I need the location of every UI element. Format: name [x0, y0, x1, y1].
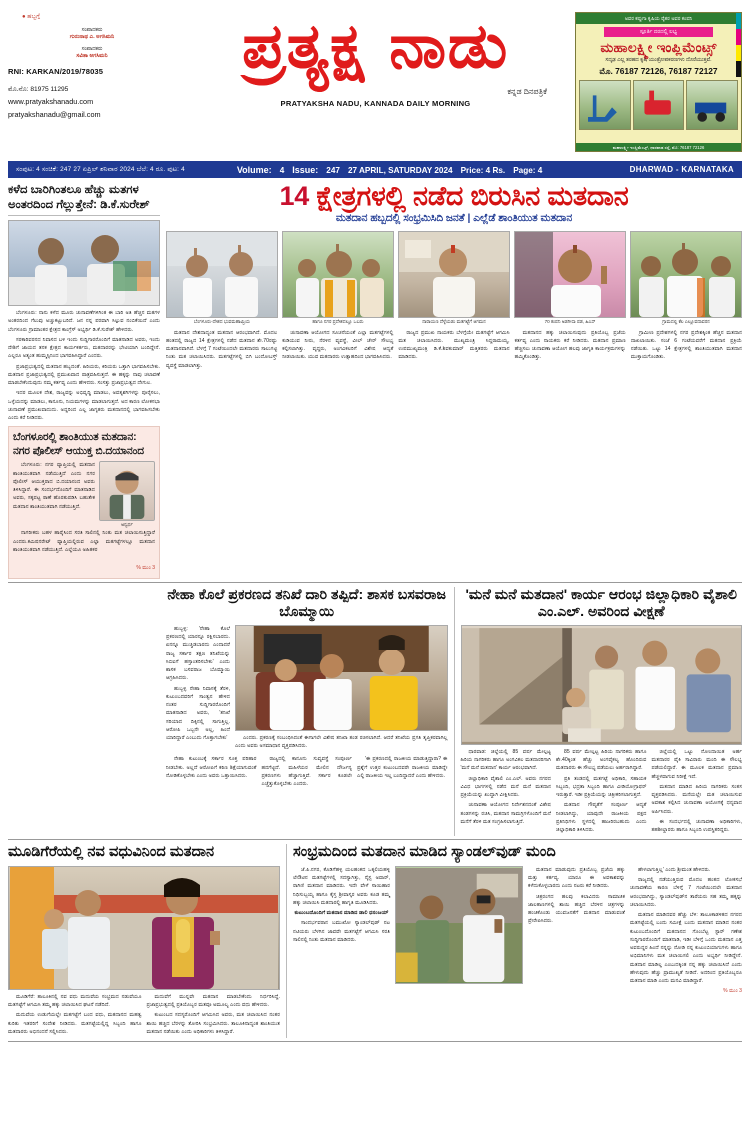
left-police-story — [8, 426, 160, 579]
mid-right-col-1 — [461, 748, 552, 837]
main-body-para-4: ಮತದಾನದ ಹಕ್ಕು ಚಲಾಯಿಸುವುದು ಪ್ರತಿಯೊಬ್ಬ ಪ್ರಜೆಯ ಕರ್ತವ್ಯ ಎಂದು ನಾಯಕರು ಕರೆ ನೀಡಿದರು. ಮತದಾನ ಪ್ರಮಾಣ ಹೆಚ್ಚಿಸಲು ಚುನಾವಣಾ ಆಯೋಗ ಹಲವು ಜಾಗೃತಿ ಕಾರ್ಯಕ್ರಮಗಳನ್ನು ಹಮ್ಮಿಕೊಂಡಿತ್ತು. — [514, 329, 626, 361]
issue-page-count: Page: 4 — [513, 165, 543, 175]
main-photo-cell-5 — [630, 231, 742, 326]
left-police-para-1: ಬೆಂಗಳೂರು: ನಗರ ವ್ಯಾಪ್ತಿಯಲ್ಲಿ ಮತದಾನ ಶಾಂತಿಯುತವಾಗಿ ನಡೆಯುತ್ತಿದೆ ಎಂದು ನಗರ ಪೊಲೀಸ್ ಆಯುಕ್ತರಾದ ಬಿ.ದಯಾನಂದ ಅವರು ತಿಳಿಸಿದ್ದಾರೆ. ಈ ಸಂದರ್ಭದೊಂದಿಗೆ ಮಾತನಾಡಿದ ಅವರು, ಸಕ್ಕಪಟ್ಟ ಠಾಣೆ ಹೊರತುಪಡಿಸಿ ಬಹುತೇಕ ಮತದಾನ ಶಾಂತಿಯುತವಾಗಿ ನಡೆಯುತ್ತಿದೆ. — [13, 462, 95, 510]
mid-left-story — [166, 587, 448, 836]
bottom-right-col-1 — [293, 866, 390, 996]
bottom-left-para-2a: ಮದುವೆಗೆ ಮುನ್ನವೇ ಮತದಾನ ಮಾಡಬೇಕೆಂದು ನಿರ್ಧರಿಸಿದ್ದೆ. ಪ್ರಜಾಪ್ರಭುತ್ವದಲ್ಲಿ ಪ್ರತಿಯೊಬ್ಬರ ಮತವೂ ಅಮೂಲ್ಯ ಎಂದು ವಧು ಹೇಳಿದರು. — [146, 993, 280, 1008]
main-photo-caption-4: 70 ಕಂಪನಿ ಅಡಗೀಸಾ ಪಡ, ಹಿಎಸ್ — [544, 318, 596, 324]
mid-left-para-3: ಎಂದರು. ಪ್ರಕರಣಕ್ಕೆ ಸಂಬಂಧಿಸಿದಂತೆ ಈಗಾಗಲೇ ವಿಶೇಷ ತನಿಖಾ ತಂಡ ರಚಿಸಲಾಗಿದೆ. ಆದರೆ ತನಿಖೆಯ ಪ್ರಗತಿ ತೃಪ್ತಿಕರವಾಗಿಲ್ಲ ಎಂದು ಅವರು ಅಸಮಾಧಾನ ವ್ಯಕ್ತಪಡಿಸಿದರು. — [235, 734, 448, 749]
main-photo-1 — [166, 231, 278, 318]
left-police-endmark: % ಮುಂ 3 — [136, 565, 155, 572]
main-subheadline: ಮತದಾನ ಹಬ್ಬದಲ್ಲಿ ಸಂಭ್ರಮಿಸಿದಿ ಜನತೆ | ಎಲ್ಲೆಡೆ ಶಾಂತಿಯುತ ಮತದಾನ — [335, 213, 573, 225]
left-police-para-2: ನಾಗರೀಕರು ಬಹಳ ಹಾರೈಸಿಂದ ಸರತಿ ಸಾಲಿನಲ್ಲಿ ನಿಂತು ಮತ ಚಲಾಯಿಸುತ್ತಿದ್ದಾರೆ ಎಂದರು.ಕಮಿಷನರೇಟ್ ವ್ಯಾಪ್ತಿಯಲ್ಲಿರುವ ಎಲ್ಲಾ ಮತಗಟ್ಟೆಗಳಲ್ಲೂ ಮತದಾನ ಶಾಂತಿಯುತವಾಗಿ ನಡೆಯುತ್ತಿದೆ. ಎಲ್ಲೆಯೂ ಅಹಿತಕರ — [13, 530, 155, 553]
main-body-para-5: ಗ್ರಾಮೀಣ ಪ್ರದೇಶಗಳಲ್ಲಿ ನಗರ ಪ್ರದೇಶಕ್ಕಿಂತ ಹೆಚ್ಚಿನ ಮತದಾನ ದಾಖಲಾಯಿತು. ಸಂಜೆ 6 ಗಂಟೆಯವರೆಗೆ ಮತದಾನ ಪ್ರಕ್ರಿಯೆ ನಡೆಯಿತು. ಒಟ್ಟು 14 ಕ್ಷೇತ್ರಗಳಲ್ಲಿ ಶಾಂತಿಯುತವಾಗಿ ಮತದಾನ ಮುಕ್ತಾಯಗೊಂಡಿತು. — [630, 329, 743, 361]
mid-right-para-3b: ಮತದಾನ ಮಾಡಿದ ಹಿರಿಯ ನಾಗರಿಕರು ಸಂತಸ ವ್ಯಕ್ತಪಡಿಸಿದರು. ಮನೆಯಲ್ಲೇ ಮತ ಚಲಾಯಿಸುವ ಅವಕಾಶ ಕಲ್ಪಿಸಿದ ಚುನಾವಣಾ ಆಯೋಗಕ್ಕೆ ಧನ್ಯವಾದ ಅರ್ಪಿಸಿದರು. — [651, 783, 742, 815]
mid-right-para-1a: ಧಾರವಾಡ: ಜಿಲ್ಲೆಯಲ್ಲಿ 85 ವರ್ಷ ಮೇಲ್ಪಟ್ಟ ಹಿರಿಯ ನಾಗರಿಕರು ಹಾಗೂ ಅಂಗವಿಕಲ ಮತದಾರರಿಗಾಗಿ 'ಮನೆ ಮನೆ ಮತದಾನ' ಕಾರ್ಯ ಆರಂಭವಾಗಿದೆ. — [460, 748, 551, 772]
mid-right-para-2c: ಮತದಾನ ಗೌಪ್ಯತೆಗೆ ಸಂಪೂರ್ಣ ಆದ್ಯತೆ ನೀಡಲಾಗಿದ್ದು, ಯಾವುದೇ ರಾಜಕೀಯ ಪಕ್ಷದ ಪ್ರತಿನಿಧಿಗಳು ಸ್ಥಳದಲ್ಲಿ ಹಾಜರಿರಬಹುದು ಎಂದು ಜಿಲ್ಲಾಧಿಕಾರಿ ತಿಳಿಸಿದರು. — [556, 802, 647, 833]
volume-value: 4 — [279, 165, 285, 175]
issue-value: 247 — [326, 165, 340, 175]
left-lead-para-3: ಪ್ರಜಾಪ್ರಭುತ್ವದಲ್ಲಿ ಮತದಾನ ಹಬ್ಬದಂತೆ. ಹಿರಿಯರು, ಕಿರಿಯರು ಒತ್ತಾಗಿ ಭಾಗವಹಿಸಬೇಕು. ಮತದಾನ ಪ್ರಜಾಪ್ರಭುತ್ವದಲ್ಲಿ ಪ್ರಮುಖವಾದ ಪಾತ್ರವಹಿಸುತ್ತದೆ. ಈ ಹಕ್ಕನ್ನು ನಾವು ಚಲಾವಣೆ ಮಾಡಬೇಕೆಂದುವುದು ನಮ್ಮ ಕರ್ತವ್ಯ ಎಂದು ಹೇಳಿದರು. ಸಂಸತ್ತು ಪ್ರಜಾಪ್ರಭುತ್ವದ ದೇಗುಲ. — [8, 363, 160, 387]
editor-role-2: ಸಂಪಾದಕರು — [81, 45, 103, 52]
mid-right-para-2a: 85 ವರ್ಷ ಮೇಲ್ಪಟ್ಟ ಹಿರಿಯ ನಾಗರಿಕರು ಹಾಗೂ ಶೇ.40ಕ್ಕಿಂತ ಹೆಚ್ಚು ಅಂಗವೈಕಲ್ಯ ಹೊಂದಿರುವ ಮತದಾರರು ಈ ಸೌಲಭ್ಯ ಪಡೆಯಲು ಅರ್ಹರಾಗಿದ್ದಾರೆ. — [556, 748, 647, 772]
bottom-left-para-1b: ಮದುವೆಯ ಉಡುಗೆಯಲ್ಲೇ ಮತಗಟ್ಟೆಗೆ ಬಂದ ವಧು, ಮತದಾನದ ಮಹತ್ವ ಕುರಿತು ಇತರರಿಗೆ ಸಂದೇಶ ನೀಡಿದರು. ಮತಗಟ್ಟೆಯಲ್ಲಿದ್ದ ಸಿಬ್ಬಂದಿ ಹಾಗೂ ಮತದಾರರು ಅಭಿನಂದನೆ ಸಲ್ಲಿಸಿದರು. — [8, 1012, 142, 1035]
bottom-right-photo — [395, 866, 523, 984]
issue-date: 27 APRIL, SATURDAY 2024 — [347, 165, 453, 175]
editor-name-2: ಸವಿತಾ ಅಗಸಿಮನಿ — [76, 52, 108, 59]
bottom-left-story — [8, 844, 280, 1038]
divider-mid-vertical — [454, 587, 455, 836]
contact-phone: ಮೊ.ನೊ: 81975 11295 — [8, 86, 69, 94]
left-lead-body — [8, 309, 160, 422]
main-column — [166, 182, 742, 579]
contact-website[interactable]: www.pratyakshanadu.com — [8, 96, 94, 106]
issue-label: Issue: — [292, 164, 319, 175]
newspaper-logo: ಪ್ರತ್ಯಕ್ಷ ನಾಡು — [242, 9, 509, 82]
print-color-bar — [736, 13, 741, 108]
issue-info-bar — [8, 161, 742, 178]
volume-label: Volume: — [236, 164, 272, 175]
mid-right-columns — [461, 748, 743, 837]
main-photo-2 — [282, 231, 394, 318]
main-photo-cell-2 — [282, 231, 394, 326]
mid-left-body-b — [235, 734, 448, 751]
masthead-bullet-text: ಹಬ್ಬಗ್ಗೆ — [27, 14, 41, 20]
main-photo-caption-1: ಬೆಂಗಳೂರು-ದೇಶದ ಭುವಮಹಾಮ್ರಿಯ — [193, 318, 251, 324]
left-column — [8, 182, 160, 579]
bottom-left-para-1a: ಮೂಡಿಗೆರೆ: ತಾಲೂಕಿನಲ್ಲಿ ನವ ವಧು ಮದುವೆಯ ಸಂಭ್ರಮದ ನಡುವೆಯೂ ಮತಗಟ್ಟೆಗೆ ಆಗಮಿಸಿ ತಮ್ಮ ಹಕ್ಕು ಚಲಾಯಿಸಿದ ಘಟನೆ ನಡೆದಿದೆ. — [8, 993, 142, 1008]
bottom-right-col-2 — [528, 866, 625, 996]
bottom-left-col-1 — [8, 993, 142, 1038]
bullet-dot: ● — [22, 14, 26, 20]
mid-right-col-3 — [652, 748, 743, 837]
main-photo-caption-3: ನಾರಾಯಣ ದೆಳ್ಳೆಯಡು ಮತಗಟ್ಟೆಗೆ ಆಗಮನ — [422, 318, 486, 324]
divider-page-bottom — [8, 1041, 742, 1042]
left-police-body-a — [13, 461, 95, 511]
main-body-para-2: ಚುನಾವಣಾ ಆಯೋಗದ ಸೂಚನೆಯಂತೆ ಎಲ್ಲಾ ಮತಗಟ್ಟೆಗಳಲ್ಲಿ ಕುಡಿಯುವ ನೀರು, ನೆರಳಿನ ವ್ಯವಸ್ಥೆ, ವೀಲ್ ಚೇರ್ ಸೌಲಭ್ಯ ಕಲ್ಪಿಸಲಾಗಿತ್ತು. ವೃದ್ಧರು, ಅಂಗವಿಕಲರಿಗೆ ವಿಶೇಷ ಆದ್ಯತೆ ನೀಡಲಾಯಿತು. ಯುವ ಮತದಾರರು ಉತ್ಸಾಹದಿಂದ ಭಾಗವಹಿಸಿದರು. — [282, 329, 394, 361]
main-photo-cell-3 — [398, 231, 510, 326]
issue-price: Price: 4 Rs. — [460, 165, 506, 175]
mid-left-lower-col-1 — [166, 755, 257, 790]
mid-right-para-1b: ಜಿಲ್ಲಾಧಿಕಾರಿ ವೈಶಾಲಿ ಎಂ.ಎಲ್. ಅವರು ನಗರದ ವಿವಿಧ ಭಾಗಗಳಲ್ಲಿ ನಡೆದ ಮನೆ ಮನೆ ಮತದಾನ ಪ್ರಕ್ರಿಯೆಯನ್ನು ಖುದ್ದಾಗಿ ವೀಕ್ಷಿಸಿದರು. — [460, 775, 551, 798]
left-police-photo — [99, 461, 155, 521]
ad-top-band: ಅವರ ಕಪ್ಪುಗಾ ಕೃಷಿಯ ರೈತರ ಅವರ ಕಂಪನಿ — [576, 13, 741, 24]
editor-role-1: ಸಂಪಾದಕರು — [81, 27, 103, 33]
bottom-right-sub-caption: ಕುಟುಂಬದೊಂದಿಗೆ ಮತದಾನ ಮಾಡಿದ ಡಾಲಿ ಧನಂಜಯ್ — [294, 910, 389, 916]
bottom-right-para-3a: ಹೇಳಲಾಗುತ್ತಿಲ್ಲ' ಎಂದು ಶ್ರೀಮಂತ ಹೇಳಿದರು. — [638, 866, 711, 873]
main-photo-5 — [630, 231, 742, 318]
bottom-left-photo — [8, 866, 280, 990]
issue-place: DHARWAD - KARNATAKA — [629, 165, 734, 174]
mid-right-photo — [461, 625, 743, 745]
issue-info-kannada: ಸಂಪುಟ: 4 ಸಂಚಿಕೆ: 247 27 ಏಪ್ರಿಲ್ ಶನಿವಾರ 2024 ಬೆಲೆ: 4 ರೂ. ಪುಟ: 4 — [16, 165, 185, 173]
mid-right-col-2 — [556, 748, 647, 837]
top-section — [8, 182, 742, 579]
bottom-right-para-1b: ಸಾಂದರ್ಭವರಾನ ಬಮುಖೋ ಸ್ಯಾಂಡಲ್‌ವುಡ್ ನಟ ನಟಿಯರು ಬೆಳಗಿನ ಜಾವವೇ ಮತಗಟ್ಟೆಗೆ ಆಗಮಿಸಿ ಸರತಿ ಸಾಲಿನಲ್ಲಿ ನಿಂತು ಮತದಾನ ಮಾಡಿದರು. — [293, 920, 390, 943]
divider-bottom-vertical — [286, 844, 287, 1038]
bottom-left-columns — [8, 993, 280, 1038]
mid-left-lower-columns — [166, 755, 448, 790]
mid-left-lower-col-3 — [357, 755, 448, 790]
left-police-headline: ಬೆಂಗಳೂರಲ್ಲಿ ಶಾಂತಿಯುತ ಮತದಾನ: ನಗರ ಪೊಲೀಸ್ ಆಯುಕ್ತ ಬಿ.ದಯಾನಂದ — [13, 432, 144, 457]
issue-info-english — [237, 165, 542, 175]
mid-left-para-1: ಹುಬ್ಬಳ್ಳಿ: 'ನೇಹಾ ಕೊಲೆ ಪ್ರಕರಣದಲ್ಲಿ ಯಾರನ್ನೂ ರಕ್ಷಿಸಬಾರದು. ಏನನ್ನೂ ಮುಚ್ಚಿಡಬಾರದು ಎಂದಾದರೆ ರಾಜ್ಯ ಸರ್ಕಾರ ತಕ್ಷಣ ತನಿಖೆಯನ್ನು ಸಿಬಿಐಗೆ ಹಸ್ತಾಂತರಿಸಬೇಕು' ಎಂದು ಶಾಸಕ ಬಸವರಾಜ ಬೊಮ್ಮಾಯಿ ಆಗ್ರಹಿಸಿದರು. — [166, 625, 230, 682]
rni-number: RNI: KARKAN/2019/78035 — [8, 67, 104, 77]
tagline-kannada: ಕನ್ನಡ ದಿನಪತ್ರಿಕೆ — [507, 86, 547, 96]
masthead-bullet — [22, 14, 176, 21]
main-photo-row — [166, 231, 742, 326]
bottom-right-col-3 — [630, 866, 742, 996]
ad-product-rotavator — [633, 80, 685, 130]
mid-left-lower-para-2: ರಾಜ್ಯದಲ್ಲಿ ಕಾನೂನು ಸುವ್ಯವಸ್ಥೆ ಸಂಪೂರ್ಣ ಹದಗೆಟ್ಟಿದೆ. ಮಹಿಳೆಯರ ಮೇಲಿನ ದೌರ್ಜನ್ಯ ಪ್ರಕರಣಗಳು ಹೆಚ್ಚಾಗುತ್ತಿವೆ. ಸರ್ಕಾರ ಕೂಡಲೇ ಎಚ್ಚೆತ್ತುಕೊಳ್ಳಬೇಕು ಎಂದರು. — [261, 756, 352, 787]
ad-title: ಮಹಾಲಕ್ಷ್ಮೀ ಇಂಪ್ಲಿಮೆಂಟ್ಸ್ — [600, 40, 717, 55]
divider-mid-top — [8, 582, 742, 583]
ad-product-images — [576, 80, 741, 130]
bottom-right-para-2a: ಮತದಾನ ಮಾಡುವುದು ಪ್ರತಿಯೊಬ್ಬ ಪ್ರಜೆಯ ಹಕ್ಕು ಮತ್ತು ಕರ್ತವ್ಯ. ಯಾರೂ ಈ ಅವಕಾಶವನ್ನು ಕಳೆದುಕೊಳ್ಳಬಾರದು ಎಂದು ನಟರು ಕರೆ ನೀಡಿದರು. — [528, 866, 625, 890]
masthead-left-info — [8, 6, 176, 121]
bottom-section — [8, 844, 742, 1038]
mid-left-headline: ನೇಹಾ ಕೊಲೆ ಪ್ರಕರಣದ ತನಿಖೆ ದಾರಿ ತಪ್ಪಿದೆ: ಶಾಸಕ ಬಸವರಾಜ ಬೊಮ್ಮಾಯಿ — [167, 587, 447, 621]
mid-right-para-3c: ಈ ಸಂದರ್ಭದಲ್ಲಿ ಚುನಾವಣಾ ಅಧಿಕಾರಿಗಳು, ತಹಶೀಲ್ದಾರರು ಹಾಗೂ ಸಿಬ್ಬಂದಿ ಉಪಸ್ಥಿತರಿದ್ದರು. — [651, 818, 742, 833]
main-photo-caption-5: ಗ್ರಾಮದಲ್ಲಿ ಕೆಲ ಎಲ್ಲೂವದಾವರನ — [662, 318, 710, 324]
ad-product-plough — [579, 80, 631, 130]
ad-phone: ಮೊ. 76187 72126, 76187 72127 — [599, 66, 718, 76]
bottom-right-headline: ಸಂಭ್ರಮದಿಂದ ಮತದಾನ ಮಾಡಿದ ಸ್ಯಾಂಡಲ್‌ವುಡ್ ಮಂದಿ — [293, 844, 556, 861]
mid-right-para-1c: ಚುನಾವಣಾ ಆಯೋಗದ ನಿರ್ದೇಶನದಂತೆ ವಿಶೇಷ ತಂಡಗಳನ್ನು ರಚಿಸಿ, ಮತದಾನ ಸಾಮಗ್ರಿಗಳೊಂದಿಗೆ ಮನೆ ಮನೆಗೆ ತೆರಳಿ ಮತ ಸಂಗ್ರಹಿಸಲಾಗುತ್ತಿದೆ. — [460, 802, 551, 825]
editor-credit-2 — [8, 46, 176, 61]
main-photo-4 — [514, 231, 626, 318]
left-police-body-b — [13, 529, 155, 554]
main-body-col-4 — [515, 329, 626, 372]
main-body-col-3 — [398, 329, 509, 372]
mid-left-photo — [235, 625, 448, 731]
left-police-photo-caption: ಅನ್ವರ್ಥ — [121, 522, 133, 528]
masthead — [8, 6, 742, 156]
main-body-para-1: ಮತದಾನ ದೇಶದಾದ್ಯಂತ ಮತದಾನ ಆರಂಭವಾಗಿದೆ. ಮೊದಲ ಹಂತದಲ್ಲಿ ರಾಜ್ಯದ 14 ಕ್ಷೇತ್ರಗಳಲ್ಲಿ ನಡೆದ ಮತದಾನ ಶೇ.70ರಷ್ಟು ಮತದಾನವಾಗಿದೆ. ಬೆಳಗ್ಗೆ 7 ಗಂಟೆಯಿಂದಲೇ ಮತದಾರರು ಸಾಲುಗಟ್ಟಿ ನಿಂತು ಮತ ಚಲಾಯಿಸಿದರು. ಮತಗಟ್ಟೆಗಳಲ್ಲಿ ಬಿಗಿ ಬಂದೋಬಸ್ತ್ ವ್ಯವಸ್ಥೆ ಮಾಡಲಾಗಿತ್ತು. — [166, 329, 278, 369]
mid-left-lower-para-1: ನೇಹಾ ಕುಟುಂಬಕ್ಕೆ ಸರ್ಕಾರ ಸೂಕ್ತ ಪರಿಹಾರ ನೀಡಬೇಕು. ಅಲ್ಲದೆ ಆರೋಪಿಗೆ ಕಠಿಣ ಶಿಕ್ಷೆಯಾಗುವಂತೆ ನೋಡಿಕೊಳ್ಳಬೇಕು ಎಂದು ಅವರು ಒತ್ತಾಯಿಸಿದರು. — [166, 756, 257, 779]
main-body-columns — [166, 329, 742, 372]
mid-left-lower-col-2 — [262, 755, 353, 790]
bottom-right-para-3b: ರಾಜ್ಯದಲ್ಲಿ ನಡೆಯುತ್ತಿರುವ ಮೊದಲ ಹಂತದ ಲೋಕಸಭೆ ಚುನಾವಣೆಯ ಕಾರಣ ಬೆಳಿಗ್ಗೆ 7 ಗಂಟೆಯಿಂದಲೇ ಮತದಾನ ಆರಂಭವಾಗಿದ್ದು, ಸ್ಯಾಂಡಲ್‌ವುಡ್‌ನ ತಾರೆಯರು ಸಹ ತಮ್ಮ ಹಕ್ಕನ್ನು ಚಲಾಯಿಸಿದರು. — [630, 877, 742, 908]
mid-right-headline: 'ಮನೆ ಮನೆ ಮತದಾನ' ಕಾರ್ಯ ಆರಂಭ ಜಿಲ್ಲಾಧಿಕಾರಿ ವೈಶಾಲಿ ಎಂ.ಎಲ್. ಅವರಿಂದ ವೀಕ್ಷಣೆ — [465, 587, 737, 621]
mid-left-lower-para-3: 'ಈ ಪ್ರಕರಣದಲ್ಲಿ ರಾಜಕೀಯ ಮಾಡುತ್ತಿದ್ದಾರಾ? ಈ ಪ್ರಶ್ನೆಗೆ ಉತ್ತರ ಕುಟುಂಬದವರೇ ರಾಜಕೀಯ ಮಾಡಿದ್ದೇ ಎಲ್ಲಿ ರಾಜಕೀಯ ಇಲ್ಲ ಬಂದಿದ್ದಾದರೆ ಎಂದು ಹೇಳಿದರು. — [357, 756, 448, 779]
middle-section — [8, 587, 742, 836]
main-body-col-2 — [282, 329, 393, 372]
bottom-left-col-2 — [147, 993, 281, 1038]
mid-right-para-2b: ಪ್ರತಿ ತಂಡದಲ್ಲಿ ಮತಗಟ್ಟೆ ಅಧಿಕಾರಿ, ಸಹಾಯಕ ಸಿಬ್ಬಂದಿ, ಭದ್ರತಾ ಸಿಬ್ಬಂದಿ ಹಾಗೂ ವೀಡಿಯೋಗ್ರಾಫರ್ ಇರುತ್ತಾರೆ. ಇಡೀ ಪ್ರಕ್ರಿಯೆಯನ್ನು ಚಿತ್ರೀಕರಿಸಲಾಗುತ್ತದೆ. — [556, 775, 647, 798]
bottom-right-para-3c: ಮತದಾನ ಮಾಡಿದವರ ಹೆಚ್ಚು ಬೆಳಿ: ತಾಲೂಕಾಡಳಿತದ ನಗರದ ಮತಗಟ್ಟೆಯಲ್ಲಿ ಬಂದು ಸಮೀಕ್ಷೆ ಬಂದು ಮತದಾನ ಮಾಡಿದ ನಂತರ ಕುಟುಂಬದೊಂದಿಗೆ ಮತದಾನದ ಗೊಂಬೆಟ್ಟ ಸ್ಟಾರ್ ಗಣೇಶ ಸುದ್ದಿಗಾರರೊಂದಿಗೆ ಮಾತನಾಡಿ, ಇಡೀ ಬೆಳಿಗ್ಗೆ ಒಂದು ಮತದಾನ ಎತ್ತ ಅವರುದ್ದರ ಹಿಂದೆ ನನ್ನನ್ನು ನೋಡಿ ನನ್ನ ಕುಟುಂಬಿಯಾಗುಗಳು ಹಾಗೂ ಅಭಿಮಾನಿಗಳು ಮತ ಚಲಾಯಿಸಲಿ ಎಂದು ಅಭ್ಯರ್ಥಿ ನೀಡಿದ್ದೇನೆ. ಮತದಾನ ಮಾಡಿಲ್ಲ ಎಂಬುದಕ್ಕಿಂತ ನನ್ನ ಹಕ್ಕು ಚಲಾಯಿಸಿದೆ ಎಂದು ಹೇಳುವುದು ಹೆಚ್ಚು ಪ್ರಾಮುಖ್ಯತೆ ನೀಡಿದೆ. ಅದರಿಂದ ಪ್ರತಿಯೊಬ್ಬರೂ ಮತದಾನ ಮಾಡಿ ಎಂದು ಮನವಿ ಮಾಡಿದ್ದಾರೆ. — [630, 912, 742, 984]
mid-left-para-2: ಹುಬ್ಬಳ್ಳಿ ನೇಹಾ ನಿವಾಸಕ್ಕೆ ತೆರಳಿ, ಕುಟುಂಬದವರಿಗೆ ಸಾಂತ್ವನ ಹೇಳಿದ ನಂತರ ಸುದ್ದಿಗಾರರೊಂದಿಗೆ ಮಾತನಾಡಿದ ಅವರು, 'ತನಿಖೆ ಸರಿಯಾದ ದಿಕ್ಕಿನಲ್ಲಿ ಸಾಗುತ್ತಿಲ್ಲ. ಆರೋಪಿ ಒಬ್ಬನೇ ಅಲ್ಲ, ಹಿಂದೆ ಯಾರಿದ್ದಾರೆ ಎಂಬುದು ಗೊತ್ತಾಗಬೇಕು' — [166, 685, 230, 741]
tagline-english: PRATYAKSHA NADU, KANNADA DAILY MORNING — [280, 98, 471, 108]
main-body-para-3: ರಾಜ್ಯದ ಪ್ರಮುಖ ನಾಯಕರು ಬೆಳಗ್ಗೆಯೇ ಮತಗಟ್ಟೆಗೆ ಆಗಮಿಸಿ ಮತ ಚಲಾಯಿಸಿದರು. ಮುಖ್ಯಮಂತ್ರಿ ಸಿದ್ದರಾಮಯ್ಯ, ಉಪಮುಖ್ಯಮಂತ್ರಿ ಡಿ.ಕೆ.ಶಿವಕುಮಾರ್ ಮತ್ತಿತರರು ಮತದಾನ ಮಾಡಿದರು. — [398, 329, 510, 361]
bottom-right-para-2b: ಚಿತ್ರರಂಗದ ಹಲವು ಕಲಾವಿದರು ಸಾಮಾಜಿಕ ಜಾಲತಾಣಗಳಲ್ಲಿ ಶಾಯಿ ಹಚ್ಚಿದ ಬೆರಳಿನ ಚಿತ್ರಗಳನ್ನು ಹಂಚಿಕೊಂಡು ಯುವಜನತೆಗೆ ಮತದಾನ ಮಾಡುವಂತೆ ಪ್ರೇರೇಪಿಸಿದರು. — [528, 893, 625, 925]
divider-bottom-top — [8, 839, 742, 840]
editor-name-1: ಗುರುನಾಥ ಎ. ಅಗಸಿಮನಿ — [69, 34, 115, 41]
masthead-logo-area — [176, 6, 575, 108]
main-headline — [166, 182, 742, 211]
left-lead-headline: ಕಳೆದ ಬಾರಿಗಿಂತಲೂ ಹೆಚ್ಚು ಮತಗಳ ಅಂತರದಿಂದ ಗೆಲ್ಲುತ್ತೇನೆ: ಡಿ.ಕೆ.ಸುರೇಶ್ — [8, 182, 160, 216]
main-body-col-5 — [631, 329, 742, 372]
ad-product-trailer — [686, 80, 738, 130]
bottom-right-endmark: % ಮುಂ 3 — [723, 988, 742, 995]
bottom-right-story — [293, 844, 742, 1038]
contact-block — [8, 84, 176, 121]
left-lead-para-2: ಸರಕಾರಿವರನದ ನಿವಾಸದ ಬಳಿ ಇಂದು ಸುದ್ದಿಗಾರರೊಂದಿಗೆ ಮಾತನಾಡಿದ ಅವರು, ಇಂದು ದೇಶಿಗೆ ಜಾಯದ ತನಕ ಕ್ಷೇತ್ರದ ಕಾರ್ಯಕರ್ತರು, ಮತದಾರರನ್ನು ಭೇಟಿಯಾಗಿ ಬಂದಿದ್ದೇನೆ. ಎಲ್ಲರೂ ಅತ್ಯಂತ ಹುಮ್ಮಸ್ಸಿನಿಂದ ಭಾಗವಹಿಸಿದ್ದಾರೆ ಎಂದರು. — [8, 336, 160, 360]
main-photo-caption-2: ಹಾಗೂ ನಗರ ಪ್ರದೇಶದಲ್ಲೂ ಒಬರು — [312, 318, 364, 324]
main-body-col-1 — [166, 329, 277, 372]
mid-left-columns — [166, 625, 448, 753]
main-photo-cell-4 — [514, 231, 626, 326]
main-headline-number: 14 — [279, 181, 310, 211]
ad-footer: ಮಹಾಲಕ್ಷ್ಮೀ ಇಂಪ್ಲಿಮೆಂಟ್ಸ್, ಧಾರವಾಡ ರಸ್ತೆ, ಮೊ: 76187 72126 — [576, 143, 741, 151]
mid-right-para-3a: ಜಿಲ್ಲೆಯಲ್ಲಿ ಒಟ್ಟು ನೋಂದಾಯಿತ ಅರ್ಹ ಮತದಾರರ ಪೈಕಿ ಸಾವಿರಾರು ಮಂದಿ ಈ ಸೌಲಭ್ಯ ಪಡೆಯಲಿದ್ದಾರೆ. ಈ ಮೂಲಕ ಮತದಾನ ಪ್ರಮಾಣ ಹೆಚ್ಚಳವಾಗುವ ನಿರೀಕ್ಷೆ ಇದೆ. — [651, 748, 742, 780]
main-photo-cell-1 — [166, 231, 278, 326]
main-photo-3 — [398, 231, 510, 318]
ad-ribbon: ಸ್ಪೂರ್ತಿ ದರದಲ್ಲಿ ಲಭ್ಯ — [604, 27, 713, 37]
left-lead-photo — [8, 220, 160, 306]
contact-email[interactable]: pratyakshanadu@gmail.com — [8, 109, 101, 119]
bottom-left-para-2b: ಕುಟುಂಬದ ಸದಸ್ಯರೊಂದಿಗೆ ಆಗಮಿಸಿದ ಅವರು, ಮತ ಚಲಾಯಿಸಿದ ನಂತರ ಶಾಯಿ ಹಚ್ಚಿದ ಬೆರಳನ್ನು ತೋರಿಸಿ ಸಂಭ್ರಮಿಸಿದರು. ತಾಲೂಕಿನಾದ್ಯಂತ ಶಾಂತಿಯುತ ಮತದಾನ ನಡೆಯಿತು ಎಂದು ಅಧಿಕಾರಿಗಳು ತಿಳಿಸಿದ್ದಾರೆ. — [146, 1012, 280, 1035]
masthead-advertisement[interactable] — [575, 12, 742, 152]
editor-credit-1 — [8, 27, 176, 42]
ad-description: ಸದೃಢ ಎಲ್ಲ ತರಹದ ಕೃಷಿ ಯಂತ್ರೋಪಕರಣಗಳು ದೊರೆಯುತ್ತವೆ. — [605, 57, 712, 63]
main-headline-text: ಕ್ಷೇತ್ರಗಳಲ್ಲಿ ನಡೆದ ಬಿರುಸಿನ ಮತದಾನ — [316, 181, 629, 211]
mid-left-col-a — [166, 625, 230, 753]
mid-right-story — [461, 587, 743, 836]
left-lead-para-1: ಬೆಂಗಳೂರು: ನಾನು ಕಳೆದ ಮೂರು ಚುನಾವಣೆಗಳಿಗಿಂತ ಈ ಬಾರಿ ಅತಿ ಹೆಚ್ಚಿನ ಮತಗಳ ಅಂತರದಿಂದ ಗೆಲುವು ಅಚ್ಚುಕಟ್ಟುಬರಿದೆ. ಜನ ನನ್ನ ಪರವಾಗಿ ಸಿಲ್ಪುವ ನಂಬಿಕೆಯಿದೆ ಎಂದು ಬೆಂಗಳೂರು ಗ್ರಾಮಾಂತರ ಕ್ಷೇತ್ರದ ಕಾಂಗ್ರೆಸ್ ಅಭ್ಯರ್ಥಿ ಡಿ.ಕೆ.ಸುರೇಶ್ ಹೇಳಿದರು. — [8, 310, 160, 333]
left-lead-para-4: ಇದರ ಮೂಲಕ ದೇಶ, ರಾಜ್ಯವನ್ನು ಅಭಿವೃದ್ಧಿ ಮಾಡಲು, ಅವತೃಶಗಿಗಳನ್ನು ಪೂರೈಸಲು, ಒಳ್ಳೆಯದನ್ನು ಮಾಡಲು, ಕಾನೂನು, ನಿಯಮಗಳನ್ನು ಮಾಡಲಾಗುತ್ತದೆ. ಅದ ಕಾರಣ ಲೋಕಸಭಾ ಚುನಾವಣೆ ಪ್ರಮುಖವಾದುದು. ಅದ್ದರಿಂದ ಎಲ್ಲ ಜಾಗೃತರು ಮತದಾನದಲ್ಲಿ ಭಾಗವಹಿಸಬೇಕು ಎಂದು ಕರೆ ನೀಡಿದರು. — [8, 390, 160, 422]
bottom-right-para-1a: ಜೆ.ಪಿ.ನಗರ, ಕೊಡಿಗೆಹಳ್ಳಿ ಯಲಹಂಕದ ಒಕ್ಕಲಿಯಹಳ್ಳಿ ಲೇಔಟಿನ ಮತಗಟ್ಟೆಗಳಲ್ಲಿ ಸದಸ್ಯಾಗಿತ್ತು, ನೈಸ್ಟ ಅವಾರ್, ರಾಗಿಣಿ ಮತದಾನ ಮಾಡಿದರು. ಇದೇ ವೇಳೆ ಸಾಯಿಹಾರ ನಿಧಿಸುಬ್ಬಯ್ಯ ಹಾಗೂ ಕೈಸ್ತ ಶ್ರೀವಾಸ್ಕರ ಅವರು ಕೂಡ ತಮ್ಮ ಹಕ್ಕು ಚಲಾಯಿಸಿ ಮತದಾರಲ್ಲಿ ಹಾಗೃತಿ ಮೂಡಿಸಿದರು. — [293, 866, 390, 906]
bottom-left-headline: ಮೂಡಿಗೆರೆಯಲ್ಲಿ ನವ ವಧುವಿನಿಂದ ಮತದಾನ — [8, 844, 215, 861]
